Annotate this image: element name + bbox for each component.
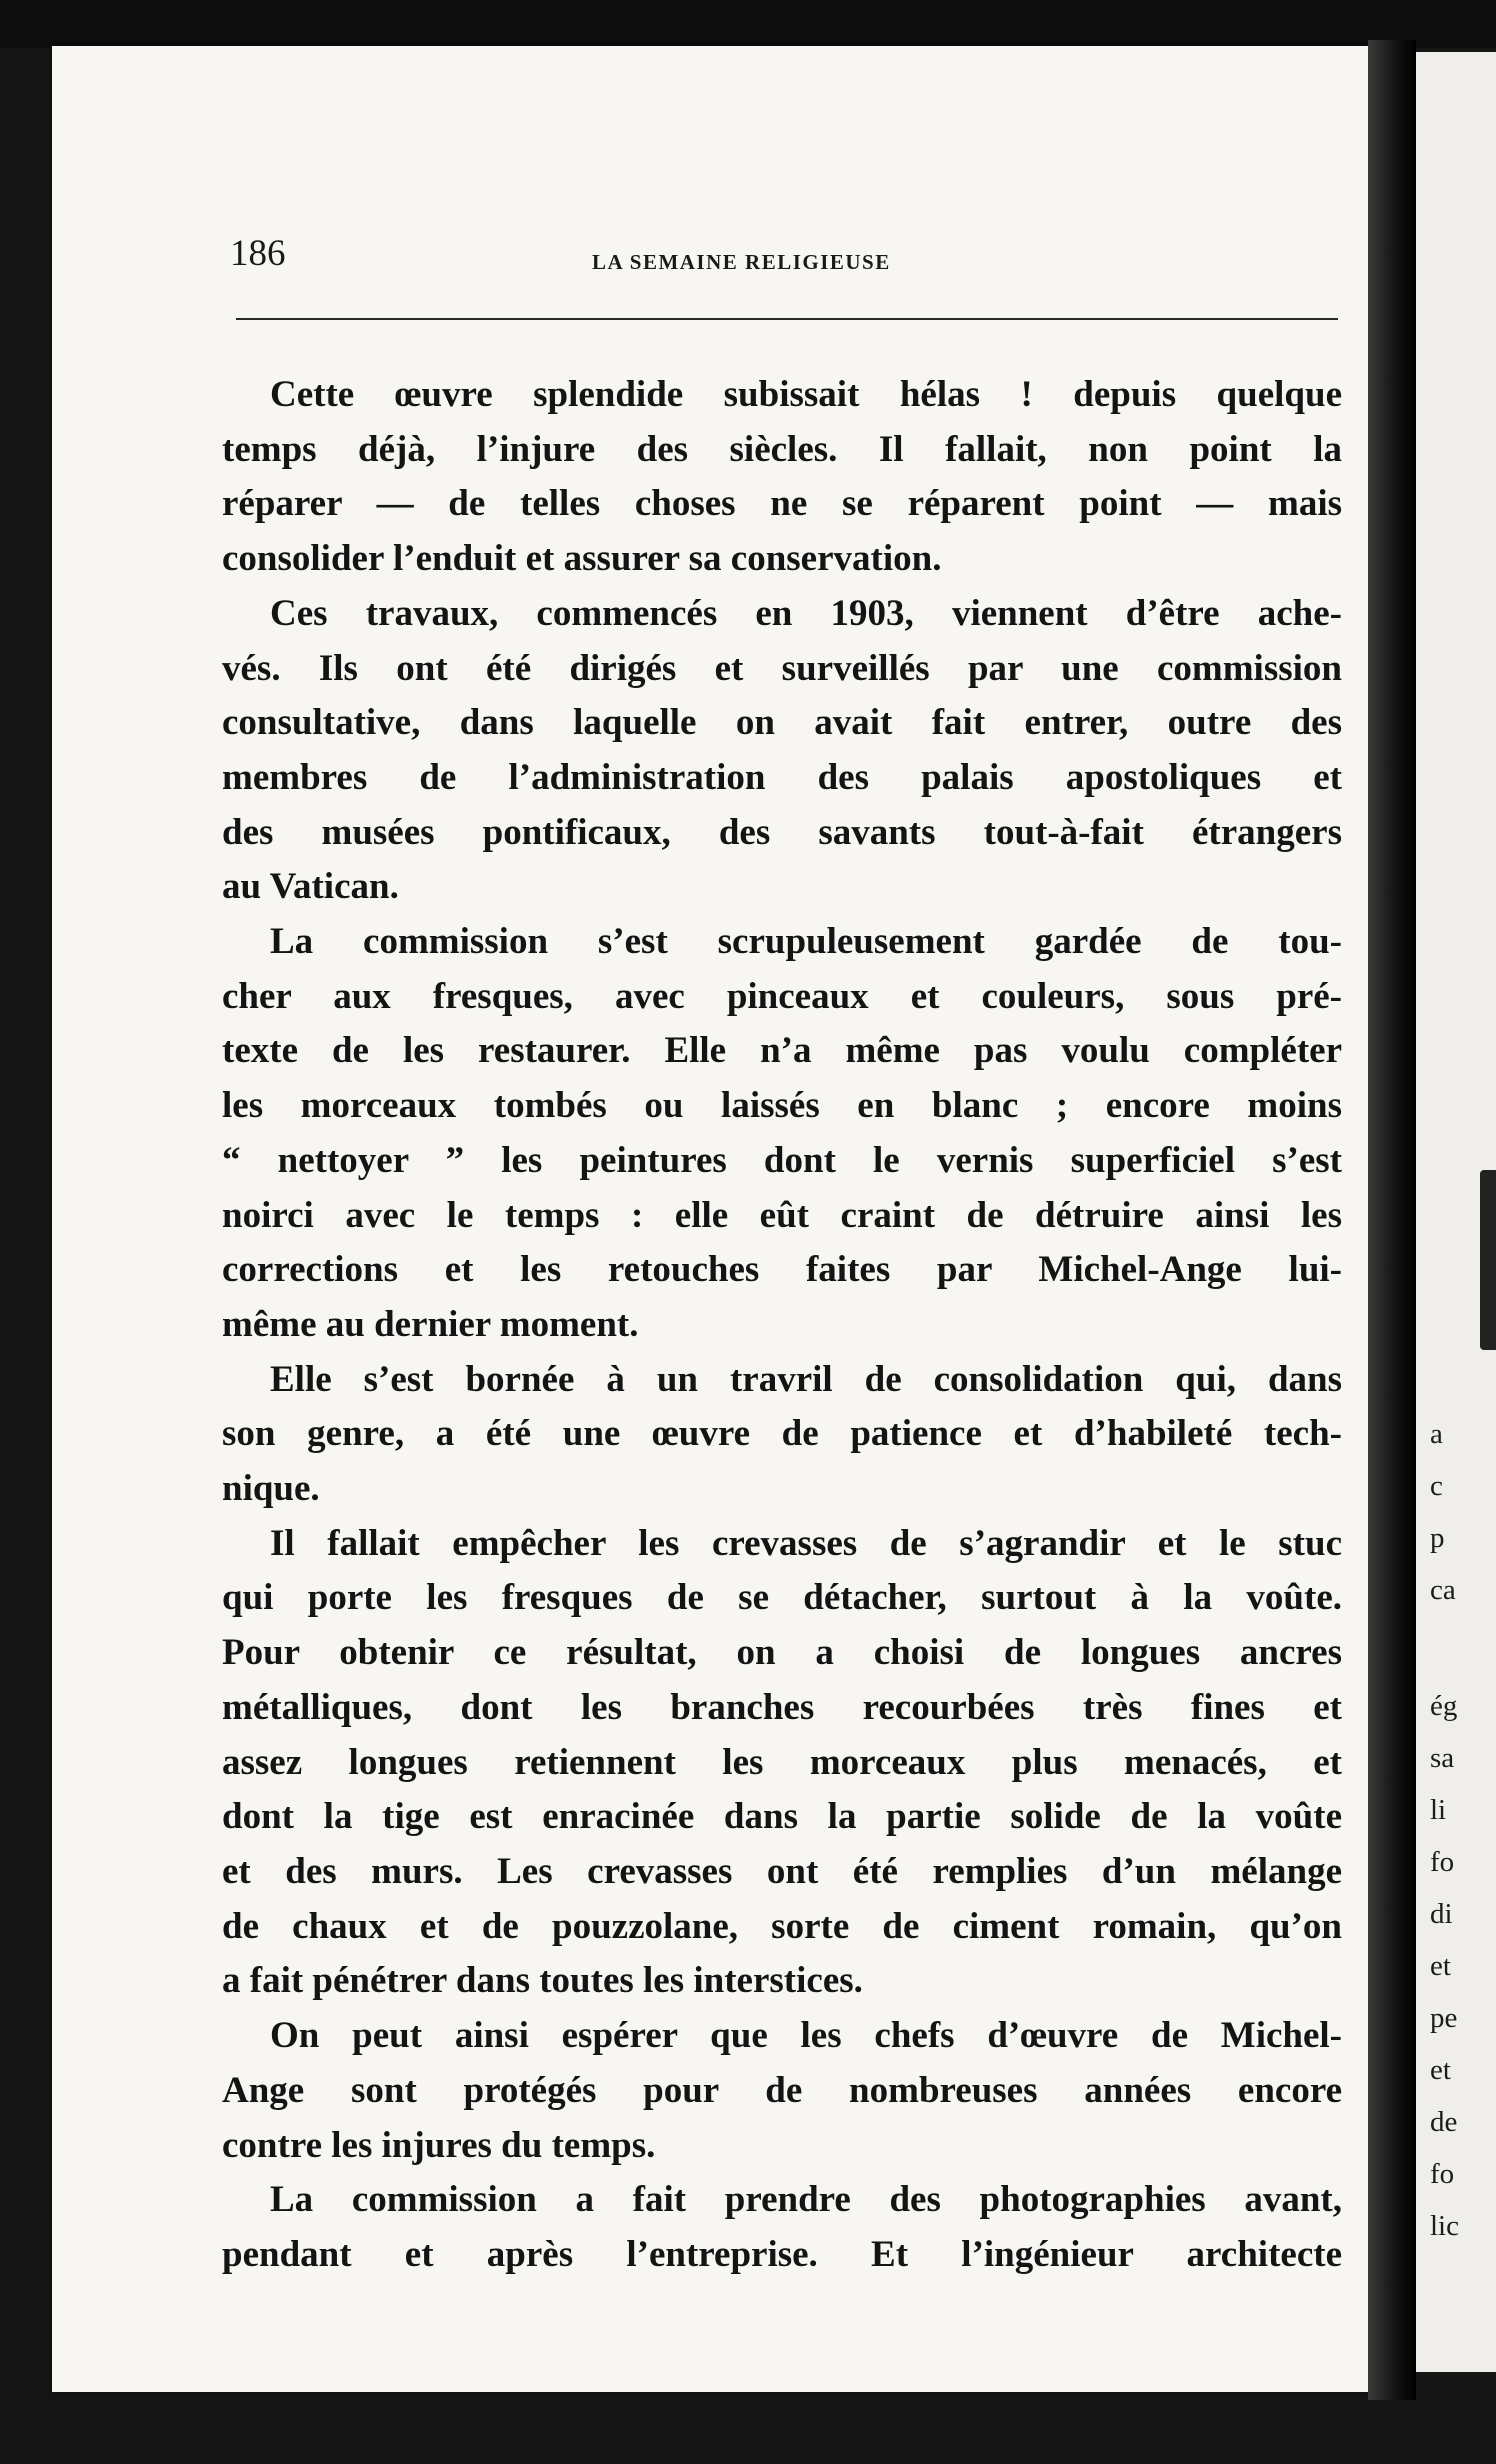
text-line: nique. (222, 1468, 320, 1510)
adjacent-page-fragment: ca (1430, 1574, 1456, 1606)
text-line: des musées pontificaux, des savants tout-à-fait étrangers (222, 811, 1342, 853)
adjacent-page-fragment: fo (1430, 1846, 1455, 1878)
scan-background-top (0, 0, 1496, 48)
text-line: les morceaux tombés ou laissés en blanc ; encore moins (222, 1085, 1342, 1127)
adjacent-page-fragment: sa (1430, 1742, 1455, 1774)
text-line: son genre, a été une œuvre de patience et d’habileté tech- (222, 1413, 1342, 1455)
adjacent-page-fragment: pe (1430, 2002, 1458, 2034)
text-line: qui porte les fresques de se détacher, surtout à la voûte. (222, 1577, 1342, 1619)
adjacent-page-fragment: et (1430, 1950, 1451, 1982)
text-line: a fait pénétrer dans toutes les interstices. (222, 1960, 863, 2002)
text-line: corrections et les retouches faites par Michel-Ange lui- (222, 1249, 1342, 1291)
text-line: contre les injures du temps. (222, 2124, 656, 2166)
text-line: pendant et après l’entreprise. Et l’ingénieur architecte (222, 2233, 1342, 2275)
adjacent-page-fragment: a (1430, 1418, 1443, 1450)
running-title: LA SEMAINE RELIGIEUSE (592, 250, 891, 274)
header-rule (236, 318, 1338, 320)
text-line: de chaux et de pouzzolane, sorte de ciment romain, qu’on (222, 1905, 1342, 1947)
text-line: La commission s’est scrupuleusement gardée de tou- (270, 921, 1342, 963)
adjacent-page-blot (1480, 1170, 1496, 1350)
text-line: consultative, dans laquelle on avait fait entrer, outre des (222, 702, 1342, 744)
text-line: au Vatican. (222, 866, 399, 908)
book-gutter (1368, 40, 1416, 2400)
text-line: La commission a fait prendre des photographies avant, (270, 2179, 1342, 2221)
adjacent-page-fragment: ég (1430, 1690, 1458, 1722)
text-line: Il fallait empêcher les crevasses de s’agrandir et le stuc (270, 1522, 1342, 1564)
text-line: temps déjà, l’injure des siècles. Il fallait, non point la (222, 428, 1342, 470)
adjacent-page (1416, 52, 1496, 2372)
text-line: dont la tige est enracinée dans la partie solide de la voûte (222, 1796, 1342, 1838)
adjacent-page-fragment: fo (1430, 2158, 1455, 2190)
text-line: métalliques, dont les branches recourbées très fines et (222, 1686, 1342, 1728)
adjacent-page-fragment: de (1430, 2106, 1458, 2138)
text-line: consolider l’enduit et assurer sa conservation. (222, 538, 942, 580)
text-line: “ nettoyer ” les peintures dont le vernis superficiel s’est (222, 1139, 1342, 1181)
body-text (222, 368, 1342, 2283)
text-line: Ces travaux, commencés en 1903, viennent d’être ache- (270, 592, 1342, 634)
text-line: Ange sont protégés pour de nombreuses années encore (222, 2069, 1342, 2111)
adjacent-page-fragment: di (1430, 1898, 1453, 1930)
text-line: Elle s’est bornée à un travril de consolidation qui, dans (270, 1358, 1342, 1400)
page-number: 186 (230, 233, 286, 274)
adjacent-page-fragment: li (1430, 1794, 1447, 1826)
text-line: noirci avec le temps : elle eût craint de détruire ainsi les (222, 1194, 1342, 1236)
text-line: membres de l’administration des palais apostoliques et (222, 756, 1342, 798)
text-line: Pour obtenir ce résultat, on a choisi de longues ancres (222, 1632, 1342, 1674)
text-line: On peut ainsi espérer que les chefs d’œuvre de Michel- (270, 2015, 1342, 2057)
page-header (230, 232, 1340, 282)
text-line: vés. Ils ont été dirigés et surveillés par une commission (222, 647, 1342, 689)
text-line: et des murs. Les crevasses ont été remplies d’un mélange (222, 1850, 1342, 1892)
text-line: réparer — de telles choses ne se réparent point — mais (222, 483, 1342, 525)
adjacent-page-fragment: lic (1430, 2210, 1459, 2242)
adjacent-page-fragment: et (1430, 2054, 1451, 2086)
adjacent-page-fragment: p (1430, 1522, 1445, 1554)
text-line: même au dernier moment. (222, 1303, 639, 1345)
adjacent-page-fragment: c (1430, 1470, 1443, 1502)
text-line: cher aux fresques, avec pinceaux et couleurs, sous pré- (222, 975, 1342, 1017)
text-line: Cette œuvre splendide subissait hélas ! depuis quelque (270, 374, 1342, 415)
text-line: assez longues retiennent les morceaux plus menacés, et (222, 1741, 1342, 1783)
text-line: texte de les restaurer. Elle n’a même pas voulu compléter (222, 1030, 1342, 1072)
